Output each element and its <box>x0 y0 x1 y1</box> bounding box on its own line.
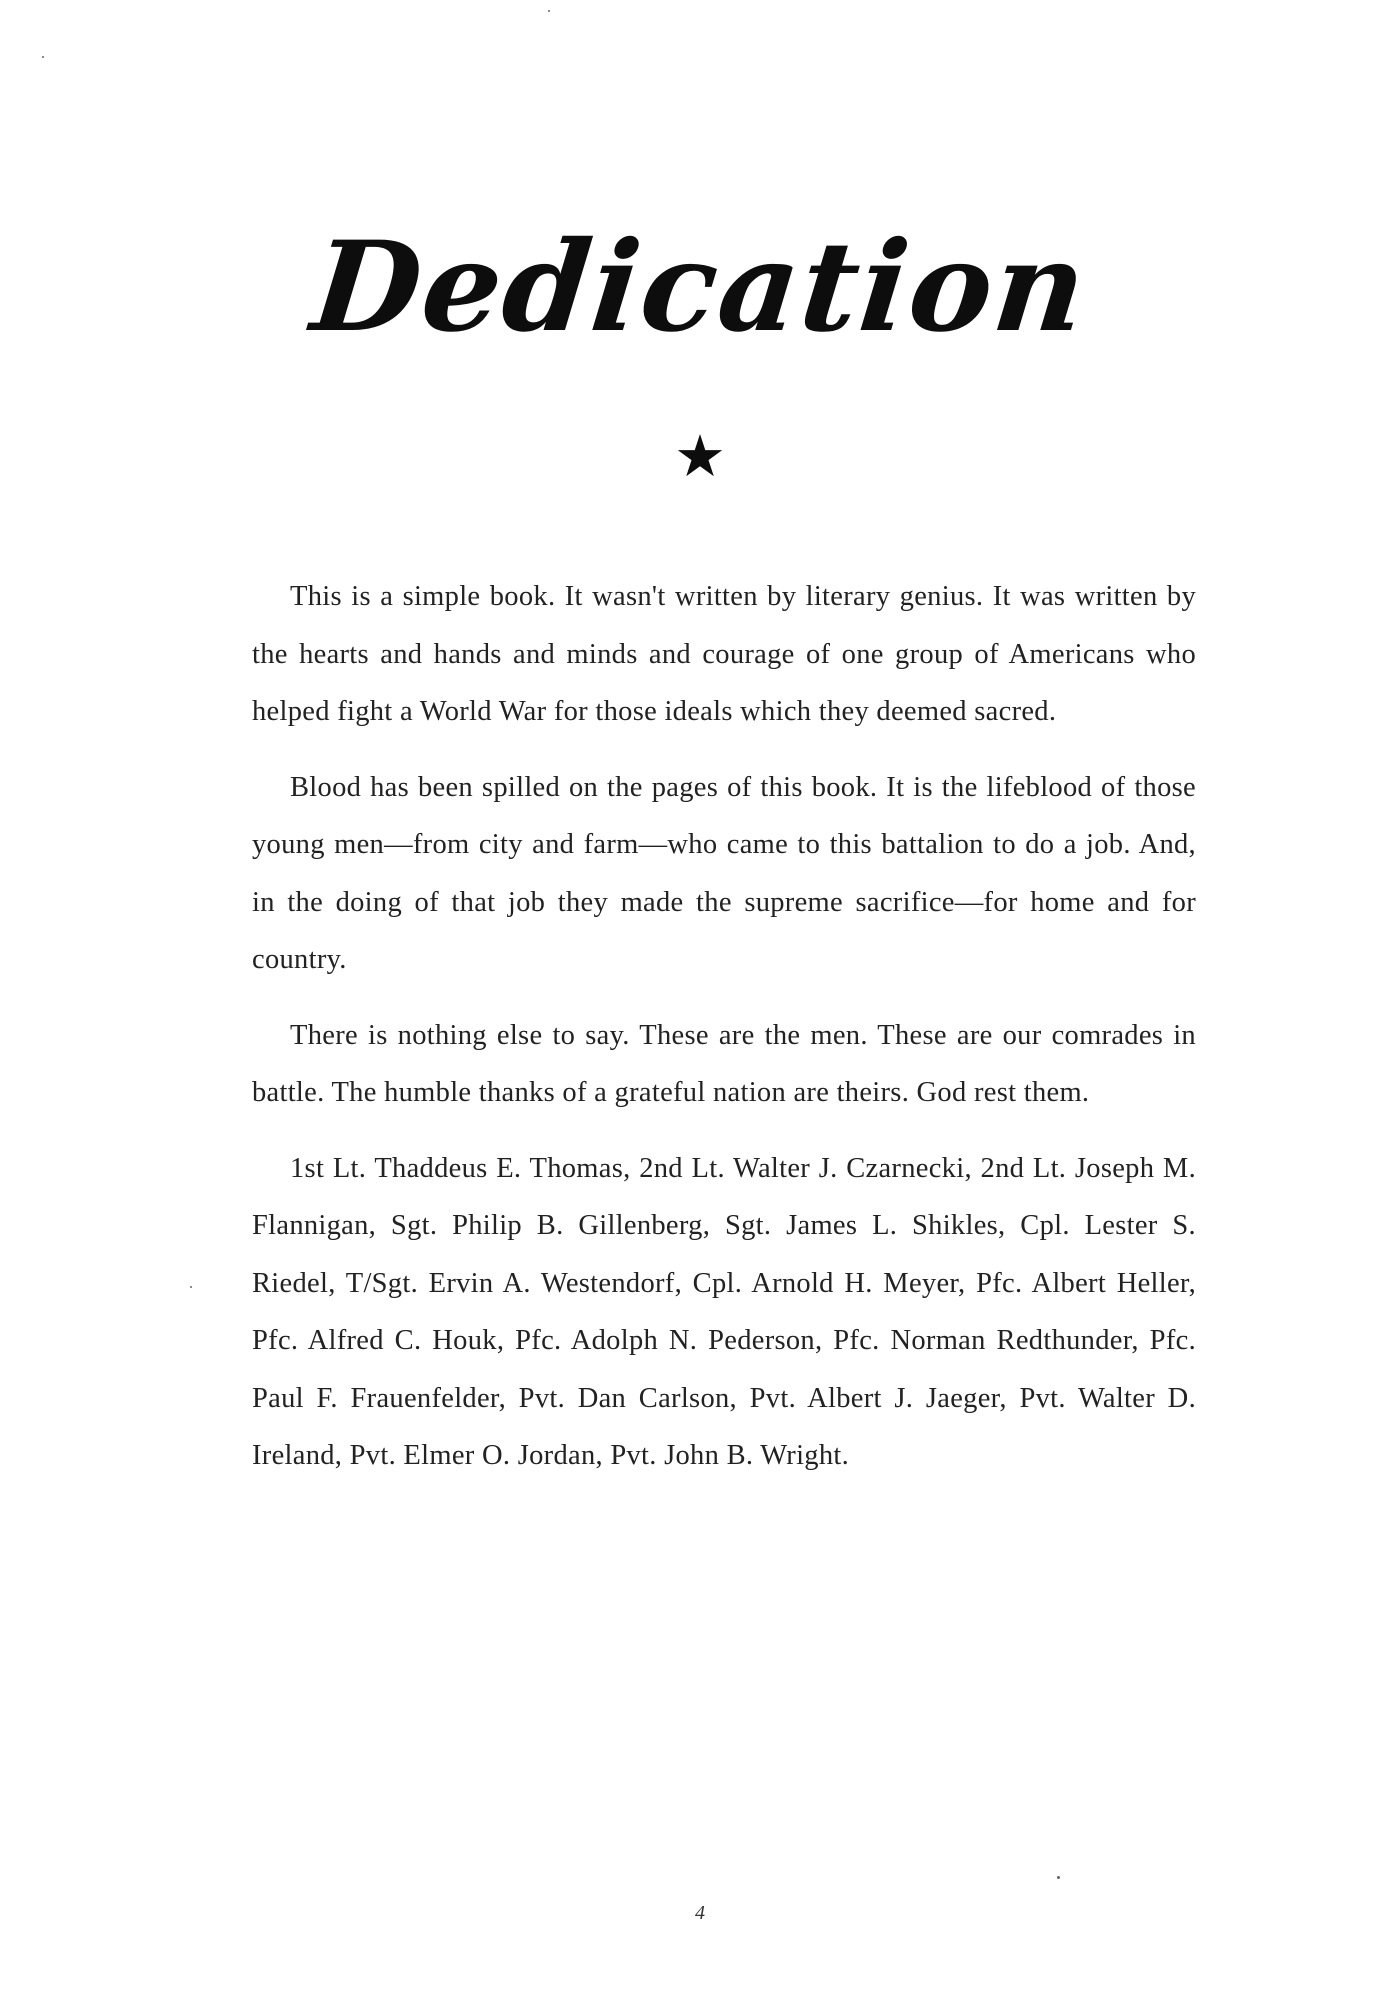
paragraph-intro: This is a simple book. It wasn't written by literary genius. It was written by the hearts and hands and minds and courage of one group of Americans who helped fight a World War for those ideals which they deemed sacred. <box>252 581 1196 727</box>
scan-speck <box>190 1286 192 1288</box>
scan-speck <box>42 56 44 58</box>
scan-speck <box>1057 1876 1060 1879</box>
paragraph-sacrifice: Blood has been spilled on the pages of this book. It is the lifeblood of those young men—from city and farm—who came to this battalion to do a job. And, in the doing of that job they made the supreme sacrifice—for home and for country. <box>252 771 1196 975</box>
star-icon: ★ <box>674 424 726 489</box>
fallen-soldiers-list: 1st Lt. Thaddeus E. Thomas, 2nd Lt. Walter J. Czarnecki, 2nd Lt. Joseph M. Flannigan, Sgt. Philip B. Gillenberg, Sgt. James L. Shikles, Cpl. Lester S. Riedel, T/Sgt. Ervin A. Westendorf, Cpl. Arnold H. Meyer, Pfc. Albert Heller, Pfc. Alfred C. Houk, Pfc. Adolph N. Pederson, Pfc. Norman Redthunder, Pfc. Paul F. Frauenfelder, Pvt. Dan Carlson, Pvt. Albert J. Jaeger, Pvt. Walter D. Ireland, Pvt. Elmer O. Jordan, Pvt. John B. Wright. <box>252 1152 1196 1471</box>
scan-speck <box>548 10 550 12</box>
page-number: 4 <box>695 1902 705 1924</box>
page-title: Dedication <box>305 215 1095 360</box>
paragraph-closing: There is nothing else to say. These are the men. These are our comrades in battle. The humble thanks of a grateful nation are theirs. God rest them. <box>252 1019 1196 1108</box>
dedication-body <box>252 568 1196 1503</box>
